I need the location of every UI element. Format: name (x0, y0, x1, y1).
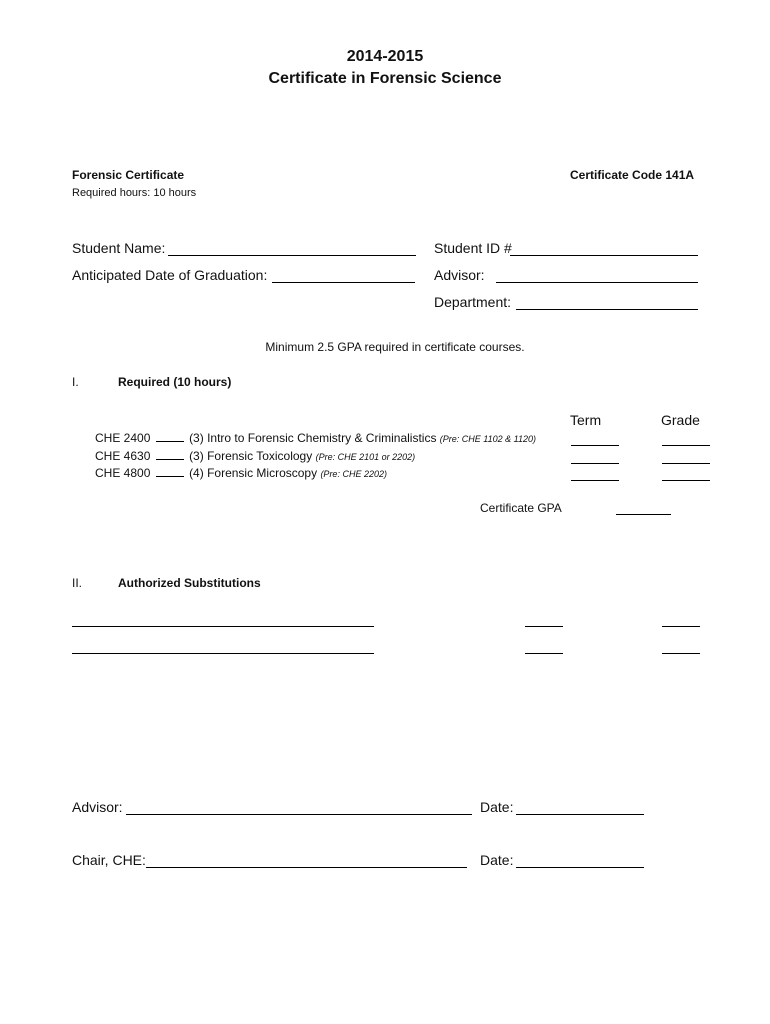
section-2-numeral: II. (72, 576, 83, 590)
certificate-code: Certificate Code 141A (570, 168, 695, 182)
course-grade-field[interactable] (662, 445, 710, 446)
course-check-field[interactable] (156, 441, 184, 442)
course-check-field[interactable] (156, 459, 184, 460)
course-prerequisite: (Pre: CHE 1102 & 1120) (439, 434, 537, 444)
course-term-field[interactable] (571, 445, 619, 446)
term-column-header: Term (570, 412, 602, 428)
course-code: CHE 4630 (95, 449, 151, 463)
student-name-label: Student Name: (72, 240, 166, 256)
course-grade-field[interactable] (662, 480, 710, 481)
student-name-field[interactable] (168, 255, 416, 256)
certificate-name: Forensic Certificate (72, 168, 185, 182)
advisor-signature-field[interactable] (126, 814, 472, 815)
course-row (95, 466, 387, 480)
advisor-signature-label: Advisor: (72, 799, 123, 815)
advisor-field[interactable] (496, 282, 698, 283)
student-id-field[interactable] (510, 255, 698, 256)
substitution-course-field[interactable] (72, 653, 374, 654)
course-code: CHE 4800 (95, 466, 151, 480)
section-2-heading: Authorized Substitutions (118, 576, 261, 590)
course-title: (4) Forensic Microscopy (189, 466, 318, 480)
course-title: (3) Intro to Forensic Chemistry & Criminalistics (189, 431, 437, 445)
department-field[interactable] (516, 309, 698, 310)
graduation-date-label: Anticipated Date of Graduation: (72, 267, 268, 283)
graduation-date-field[interactable] (272, 282, 415, 283)
student-id-label: Student ID # (434, 240, 512, 256)
advisor-label: Advisor: (434, 267, 485, 283)
chair-date-field[interactable] (516, 867, 644, 868)
gpa-requirement-note: Minimum 2.5 GPA required in certificate courses. (265, 340, 525, 354)
certificate-gpa-field[interactable] (616, 514, 671, 515)
chair-signature-label: Chair, CHE: (72, 852, 146, 868)
course-title: (3) Forensic Toxicology (189, 449, 313, 463)
substitution-grade-field[interactable] (662, 626, 700, 627)
advisor-date-field[interactable] (516, 814, 644, 815)
course-grade-field[interactable] (662, 463, 710, 464)
required-hours: Required hours: 10 hours (72, 187, 197, 199)
advisor-date-label: Date: (480, 799, 514, 815)
substitution-term-field[interactable] (525, 626, 563, 627)
course-prerequisite: (Pre: CHE 2101 or 2202) (315, 452, 416, 462)
section-1-numeral: I. (72, 375, 79, 389)
grade-column-header: Grade (661, 412, 700, 428)
document-year: 2014-2015 (346, 48, 424, 65)
course-row (95, 431, 536, 445)
department-label: Department: (434, 294, 512, 310)
document-title: Certificate in Forensic Science (268, 70, 502, 87)
substitution-grade-field[interactable] (662, 653, 700, 654)
chair-date-label: Date: (480, 852, 514, 868)
course-code: CHE 2400 (95, 431, 151, 445)
course-prerequisite: (Pre: CHE 2202) (320, 469, 387, 479)
chair-signature-field[interactable] (146, 867, 467, 868)
certificate-gpa-label: Certificate GPA (480, 501, 562, 515)
course-check-field[interactable] (156, 476, 184, 477)
substitution-term-field[interactable] (525, 653, 563, 654)
course-row (95, 449, 415, 463)
course-term-field[interactable] (571, 463, 619, 464)
substitution-course-field[interactable] (72, 626, 374, 627)
section-1-heading: Required (10 hours) (118, 375, 232, 389)
course-term-field[interactable] (571, 480, 619, 481)
